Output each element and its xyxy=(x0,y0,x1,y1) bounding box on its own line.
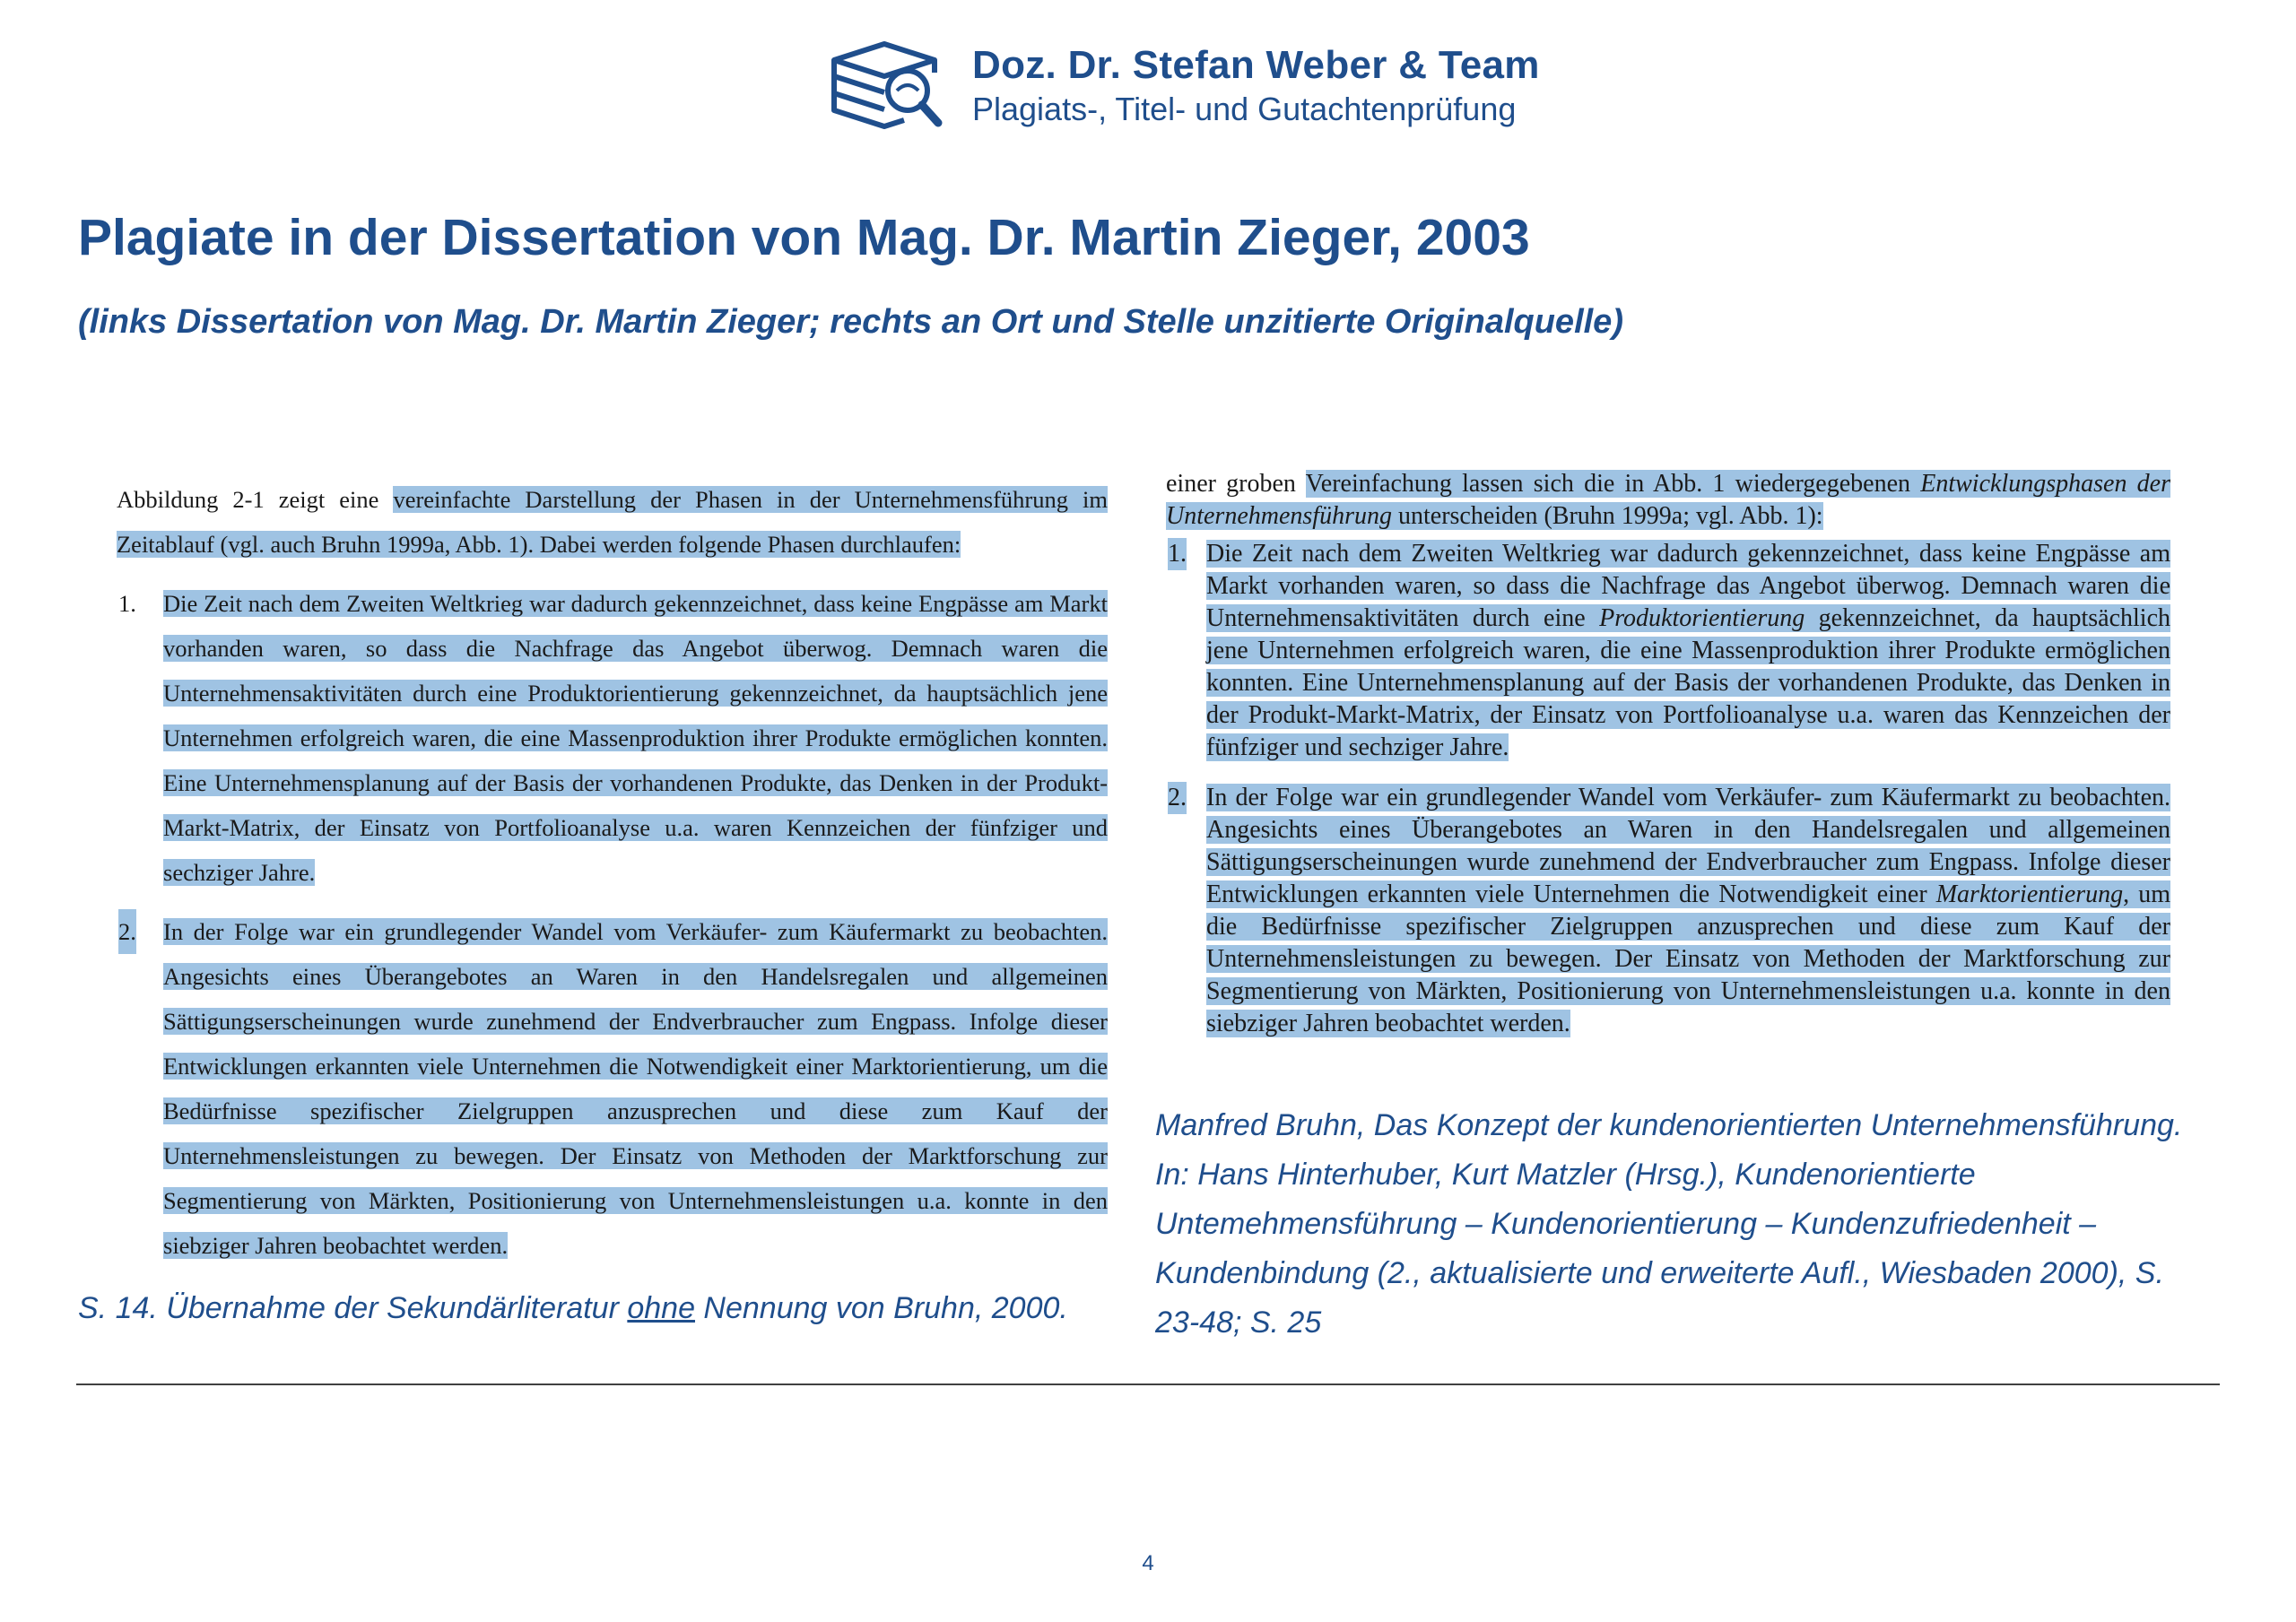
list-item-text-part: gekennzeichnet, da hauptsächlich jene Unternehmen erfolgreich waren, die eine Massenproduktion ihrer Produkte ermöglichen konnten. Eine Unternehmensplanung auf der Basis der vorhandenen Produkte, das Denken in der Produkt-Markt-Matrix, der Einsatz von Portfolioanalyse u.a. waren das Kennzeichen der fünfziger und sechziger Jahre. xyxy=(1206,604,2170,761)
dissertation-caption xyxy=(78,1291,1068,1326)
list-item-text: In der Folge war ein grundlegender Wandel vom Verkäufer- zum Käufermarkt zu beobachten. Angesichts eines Überangebotes an Waren in den Handelsregalen und allgemeinen Sättigungserscheinungen wurde zunehmend der Endverbraucher zum Engpass. Infolge dieser Entwicklungen erkannten viele Unternehmen die Notwendigkeit einer Marktorientierung, um die Bedürfnisse spezifischer Zielgruppen anzusprechen und diese zum Kauf der Unternehmensleistungen zu bewegen. Der Einsatz von Methoden der Marktforschung zur Segmentierung von Märkten, Positionierung von Unternehmensleistungen u.a. konnte in den siebziger Jahren beobachtet werden. xyxy=(163,918,1108,1259)
list-item-text: Die Zeit nach dem Zweiten Weltkrieg war dadurch gekennzeichnet, dass keine Engpässe am Markt vorhanden waren, so dass die Nachfrage das Angebot überwog. Demnach waren die Unternehmensaktivitäten durch eine Produktorientierung gekennzeichnet, da hauptsächlich jene Unternehmen erfolgreich waren, die eine Massenproduktion ihrer Produkte ermöglichen konnten. Eine Unternehmensplanung auf der Basis der vorhandenen Produkte, das Denken in der Produkt-Markt-Matrix, der Einsatz von Portfolioanalyse u.a. waren Kennzeichen der fünfziger und sechziger Jahre. xyxy=(163,590,1108,886)
dissertation-intro xyxy=(117,477,1108,567)
list-item xyxy=(117,581,1108,895)
source-intro xyxy=(1166,468,2170,533)
list-item-text xyxy=(1206,540,2170,761)
brand-text xyxy=(972,42,1540,130)
list-item-number: 2. xyxy=(118,909,136,954)
dissertation-excerpt xyxy=(117,477,1108,1282)
caption-underlined-word: ohne xyxy=(627,1291,695,1325)
page-title: Plagiate in der Dissertation von Mag. Dr. Martin Zieger, 2003 xyxy=(78,209,1530,266)
intro-text-part: Vereinfachung lassen sich die in Abb. 1 wiedergegebenen xyxy=(1305,470,1921,498)
book-magnifier-icon xyxy=(829,37,945,135)
intro-plain-text: einer groben xyxy=(1166,470,1306,498)
list-item-number: 1. xyxy=(118,590,136,617)
intro-highlighted-text xyxy=(1166,470,2170,530)
brand-name: Doz. Dr. Stefan Weber & Team xyxy=(972,43,1540,87)
intro-highlighted-text: vereinfachte Darstellung der Phasen in der Unternehmensführung im Zeitablauf (vgl. auch Bruhn 1999a, Abb. 1). Dabei werden folgende Phasen durchlaufen: xyxy=(117,486,1109,558)
footer-divider xyxy=(76,1383,2220,1385)
source-phase-list xyxy=(1166,538,2170,1040)
page-subtitle: (links Dissertation von Mag. Dr. Martin Zieger; rechts an Ort und Stelle unzitierte Originalquelle) xyxy=(78,303,1623,341)
list-item-text-part: , um die Bedürfnisse spezifischer Zielgruppen anzusprechen und diese zum Kauf der Unternehmensleistungen zu bewegen. Der Einsatz von Methoden der Marktforschung zur Segmentierung von Märkten, Positionierung von Unternehmensleistungen u.a. konnte in den siebziger Jahren beobachtet werden. xyxy=(1206,880,2170,1037)
list-item-number: 1. xyxy=(1168,538,1187,570)
list-item-text-part: In der Folge war ein grundlegender Wandel vom Verkäufer- zum Käufermarkt zu beobachten. Angesichts eines Überangebotes an Waren in den Handelsregalen und allgemeinen Sättigungserscheinungen wurde zunehmend der Endverbraucher zum Engpass. Infolge dieser Entwicklungen erkannten viele Unternehmen die Notwendigkeit einer xyxy=(1206,784,2170,908)
list-item-number: 2. xyxy=(1168,782,1187,814)
list-item-text xyxy=(1206,784,2170,1037)
header xyxy=(829,32,1540,140)
intro-plain-text: Abbildung 2-1 zeigt eine xyxy=(117,486,394,513)
intro-italic-term: Entwicklungsphasen der Unternehmensführung xyxy=(1166,470,2170,530)
source-citation: Manfred Bruhn, Das Konzept der kundenorientierten Unternehmensführung. In: Hans Hinterhuber, Kurt Matzler (Hrsg.), Kundenorientierte Untemehmensführung – Kundenorientierung – Kundenzufriedenheit – Kundenbindung (2., aktualisierte und erweiterte Aufl., Wiesbaden 2000), S. 23-48; S. 25 xyxy=(1155,1108,2183,1340)
page-number: 4 xyxy=(1142,1551,1154,1575)
caption-text: S. 14. Übernahme der Sekundärliteratur xyxy=(78,1291,628,1325)
list-item xyxy=(1166,538,2170,764)
caption-text: Nennung von Bruhn, 2000. xyxy=(694,1291,1068,1325)
dissertation-phase-list xyxy=(117,581,1108,1268)
list-item xyxy=(117,909,1108,1268)
intro-text-part: unterscheiden (Bruhn 1999a; vgl. Abb. 1): xyxy=(1391,502,1823,530)
list-item-italic-term: Produktorientierung xyxy=(1599,604,1805,632)
list-item xyxy=(1166,782,2170,1040)
brand-tagline: Plagiats-, Titel- und Gutachtenprüfung xyxy=(972,91,1517,127)
source-excerpt xyxy=(1166,468,2170,1058)
list-item-italic-term: Marktorientierung xyxy=(1935,880,2124,908)
list-item-text-part: Die Zeit nach dem Zweiten Weltkrieg war dadurch gekennzeichnet, dass keine Engpässe am Markt vorhanden waren, so dass die Nachfrage das Angebot überwog. Demnach waren die Unternehmensaktivitäten durch eine xyxy=(1206,540,2170,632)
